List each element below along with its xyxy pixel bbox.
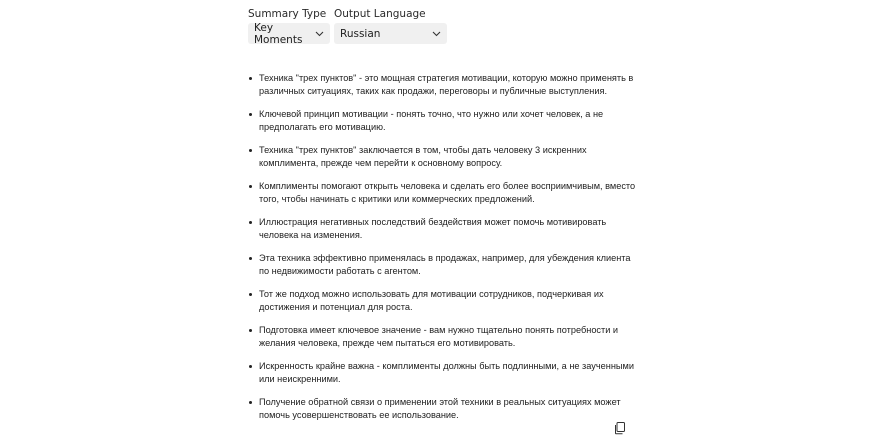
summary-type-label: Summary Type xyxy=(248,8,327,20)
chevron-down-icon xyxy=(431,29,441,39)
summary-type-value: Key Moments xyxy=(254,21,303,46)
list-item: Комплименты помогают открыть человека и сделать его более восприимчивым, вместо того, чтобы начинать с критики или коммерческих предложений. xyxy=(248,180,638,205)
output-language-select[interactable] xyxy=(334,23,447,44)
list-item: Техника "трех пунктов" - это мощная стратегия мотивации, которую можно применять в различных ситуациях, таких как продажи, переговоры и публичные выступления. xyxy=(248,72,638,97)
list-item: Ключевой принцип мотивации - понять точно, что нужно или хочет человек, а не предполагать его мотивацию. xyxy=(248,108,638,133)
output-language-label: Output Language xyxy=(334,8,426,20)
summary-type-select[interactable] xyxy=(248,23,330,44)
output-language-value: Russian xyxy=(340,27,381,40)
chevron-down-icon xyxy=(315,29,324,39)
summary-type-control xyxy=(248,7,330,44)
list-item: Получение обратной связи о применении этой техники в реальных ситуациях может помочь усовершенствовать ее использование. xyxy=(248,396,638,421)
list-item: Тот же подход можно использовать для мотивации сотрудников, подчеркивая их достижения и потенциал для роста. xyxy=(248,288,638,313)
list-item: Иллюстрация негативных последствий бездействия может помочь мотивировать человека на изменения. xyxy=(248,216,638,241)
summary-controls xyxy=(248,7,447,44)
copy-button[interactable] xyxy=(613,421,627,435)
list-item: Подготовка имеет ключевое значение - вам нужно тщательно понять потребности и желания человека, прежде чем пытаться его мотивировать. xyxy=(248,324,638,349)
list-item: Эта техника эффективно применялась в продажах, например, для убеждения клиента по недвижимости работать с агентом. xyxy=(248,252,638,277)
copy-icon xyxy=(613,421,627,435)
summary-list xyxy=(248,72,638,432)
list-item: Искренность крайне важна - комплименты должны быть подлинными, а не заученными или неискренними. xyxy=(248,360,638,385)
output-language-control xyxy=(334,7,447,44)
list-item: Техника "трех пунктов" заключается в том, чтобы дать человеку 3 искренних комплимента, прежде чем перейти к основному вопросу. xyxy=(248,144,638,169)
